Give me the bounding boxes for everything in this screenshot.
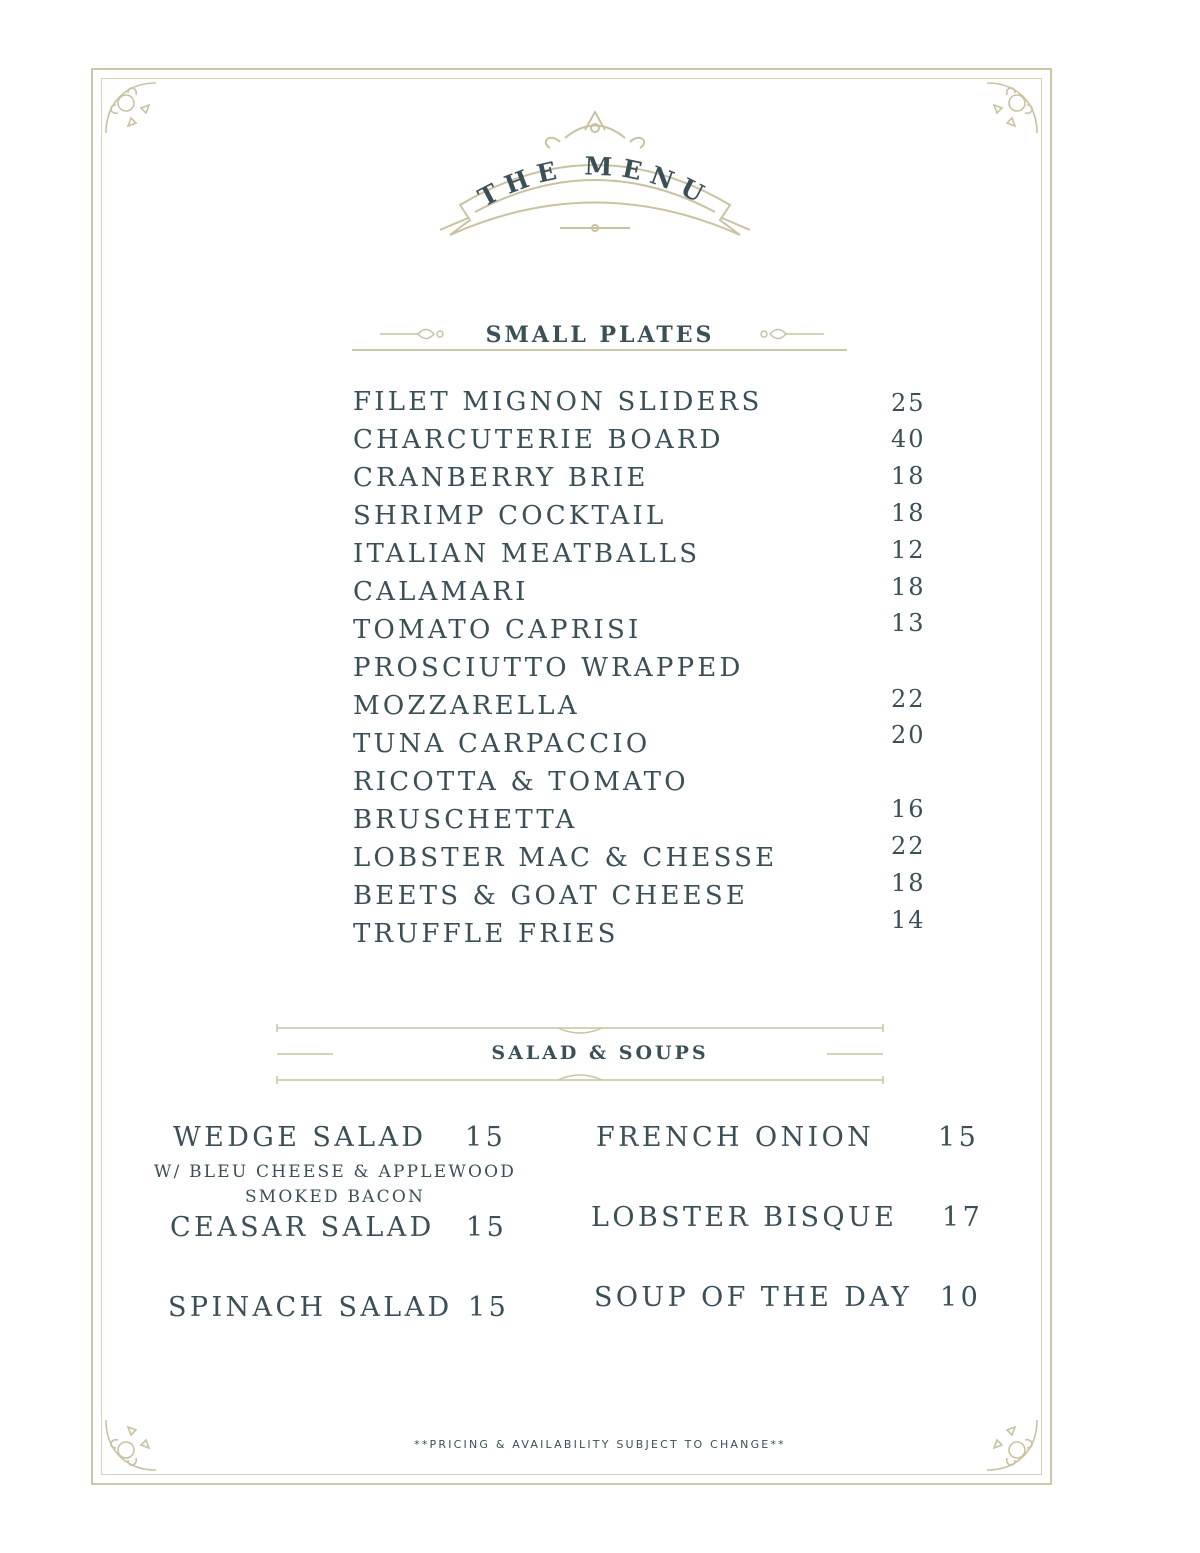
corner-flourish-icon bbox=[977, 73, 1047, 143]
soup-item-soup-of-the-day: SOUP OF THE DAY 10 bbox=[594, 1282, 982, 1313]
list-item: ITALIAN MEATBALLS 12 bbox=[353, 536, 926, 569]
salad-item-spinach: SPINACH SALAD 15 bbox=[168, 1292, 510, 1323]
wedge-salad-description: W/ BLEU CHEESE & APPLEWOOD SMOKED BACON bbox=[153, 1162, 517, 1207]
list-item: CALAMARI 18 bbox=[353, 573, 926, 607]
list-item: BEETS & GOAT CHEESE 18 bbox=[353, 869, 926, 911]
pricing-note: **PRICING & AVAILABILITY SUBJECT TO CHANGE** bbox=[414, 1438, 786, 1451]
list-item: CRANBERRY BRIE 18 bbox=[353, 462, 926, 493]
salad-item-wedge: WEDGE SALAD 15 bbox=[173, 1122, 507, 1153]
heading-flourish-icon bbox=[378, 322, 448, 346]
list-item: PROSCIUTTO WRAPPED MOZZARELLA 22 bbox=[353, 653, 926, 721]
salad-soups-title: SALAD & SOUPS bbox=[491, 1042, 709, 1064]
menu-title: THE MENU bbox=[473, 151, 717, 213]
list-item: CHARCUTERIE BOARD 40 bbox=[353, 425, 926, 455]
soup-item-french-onion: FRENCH ONION 15 bbox=[596, 1122, 980, 1153]
list-item: LOBSTER MAC & CHESSE 22 bbox=[353, 832, 926, 873]
corner-flourish-icon bbox=[96, 73, 166, 143]
list-item: TRUFFLE FRIES 14 bbox=[353, 906, 926, 949]
list-item: TOMATO CAPRISI 13 bbox=[353, 609, 926, 645]
list-item: RICOTTA & TOMATO BRUSCHETTA 16 bbox=[353, 767, 926, 835]
title-banner bbox=[440, 100, 750, 255]
heading-flourish-icon bbox=[756, 322, 826, 346]
small-plates-title: SMALL PLATES bbox=[485, 322, 715, 348]
heading-rule bbox=[352, 349, 847, 351]
list-item: FILET MIGNON SLIDERS 25 bbox=[353, 387, 926, 417]
soup-item-lobster-bisque: LOBSTER BISQUE 17 bbox=[591, 1202, 984, 1233]
small-plates-list bbox=[353, 383, 943, 953]
list-item: SHRIMP COCKTAIL 18 bbox=[353, 499, 926, 531]
list-item: TUNA CARPACCIO 20 bbox=[353, 721, 926, 759]
salad-item-ceasar: CEASAR SALAD 15 bbox=[170, 1212, 508, 1243]
